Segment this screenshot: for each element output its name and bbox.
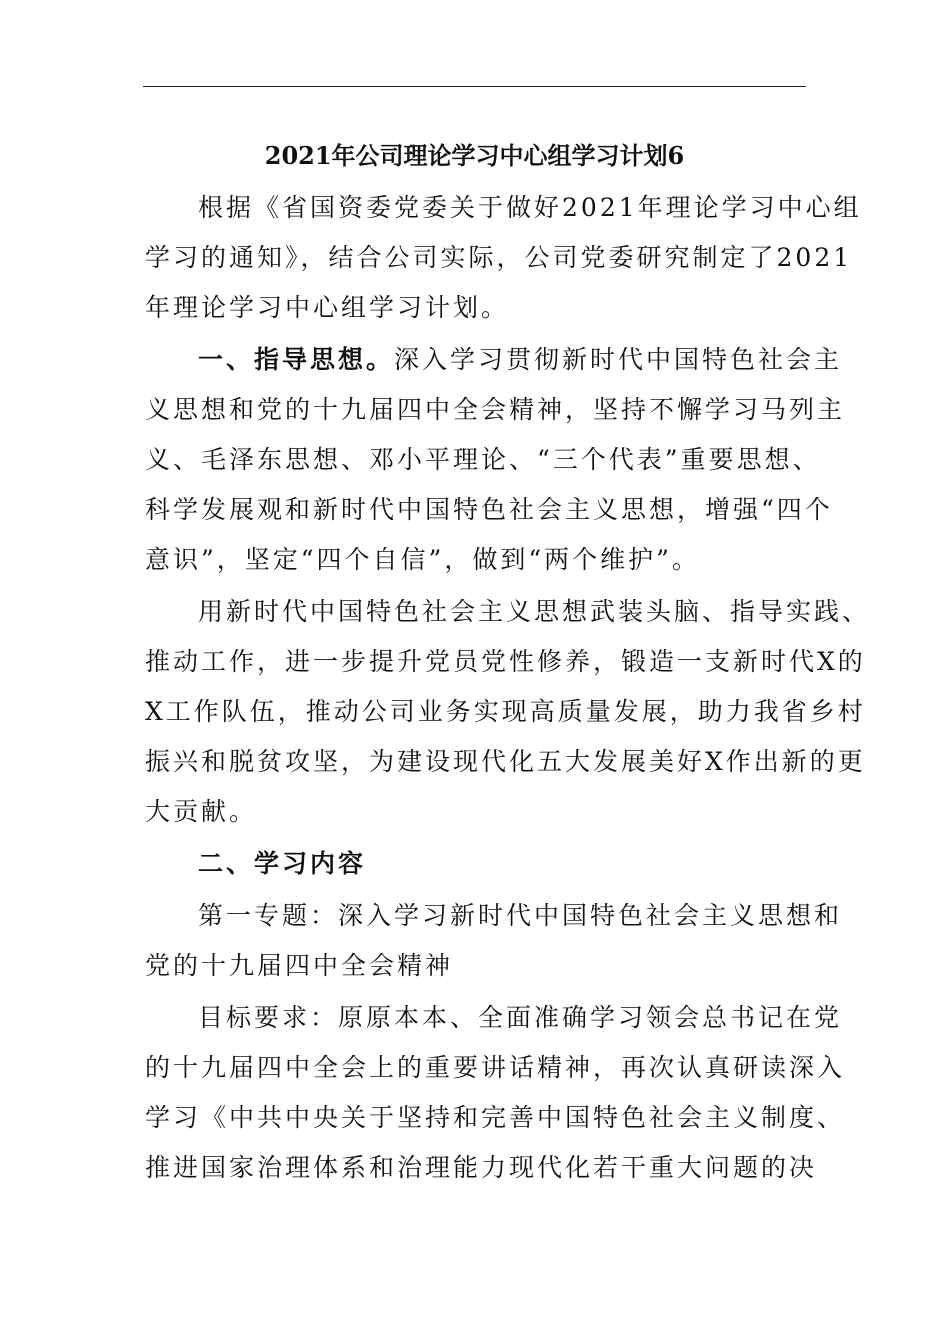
- section1-line-2: 义思想和党的十九届四中全会精神，坚持不懈学习马列主: [145, 395, 846, 424]
- section2-heading: 二、学习内容: [198, 849, 367, 878]
- goal-line-2: 的十九届四中全会上的重要讲话精神，再次认真研读深入: [145, 1053, 846, 1082]
- topic1-line-2: 党的十九届四中全会精神: [145, 951, 454, 980]
- paragraph2-line-5: 大贡献。: [145, 797, 258, 826]
- paragraph2-line-2: 推动工作，进一步提升党员党性修养，锻造一支新时代X的: [145, 647, 866, 676]
- section1-first-line: [145, 342, 878, 378]
- goal-line-1: 目标要求：原原本本、全面准确学习领会总书记在党: [198, 1003, 843, 1032]
- section1-line-5: 意识”，坚定“四个自信”，做到“两个维护”。: [145, 545, 700, 574]
- paragraph2-line-4: 振兴和脱贫攻坚，为建设现代化五大发展美好X作出新的更: [145, 747, 866, 776]
- goal-line-3: 学习《中共中央关于坚持和完善中国特色社会主义制度、: [145, 1103, 846, 1132]
- goal-line-4: 推进国家治理体系和治理能力现代化若干重大问题的决: [145, 1153, 818, 1182]
- section1-line-4: 科学发展观和新时代中国特色社会主义思想，增强“四个: [145, 495, 833, 524]
- intro-line-3: 年理论学习中心组学习计划。: [145, 293, 510, 322]
- section1-first-line-rest: 深入学习贯彻新时代中国特色社会主: [394, 345, 843, 374]
- section1-heading: 一、指导思想。: [198, 345, 395, 374]
- section1-line-3: 义、毛泽东思想、邓小平理论、“三个代表”重要思想、: [145, 445, 821, 474]
- document-title: 2021年公司理论学习中心组学习计划6: [264, 141, 685, 170]
- header-rule: [143, 86, 806, 87]
- intro-line-1: 根据《省国资委党委关于做好2021年理论学习中心组: [198, 193, 862, 222]
- topic1-line-1: 第一专题：深入学习新时代中国特色社会主义思想和: [198, 901, 843, 930]
- paragraph2-line-3: X工作队伍，推动公司业务实现高质量发展，助力我省乡村: [145, 697, 866, 726]
- intro-line-2: 学习的通知》，结合公司实际，公司党委研究制定了2021: [145, 243, 853, 272]
- paragraph2-line-1: 用新时代中国特色社会主义思想武装头脑、指导实践、: [198, 597, 871, 626]
